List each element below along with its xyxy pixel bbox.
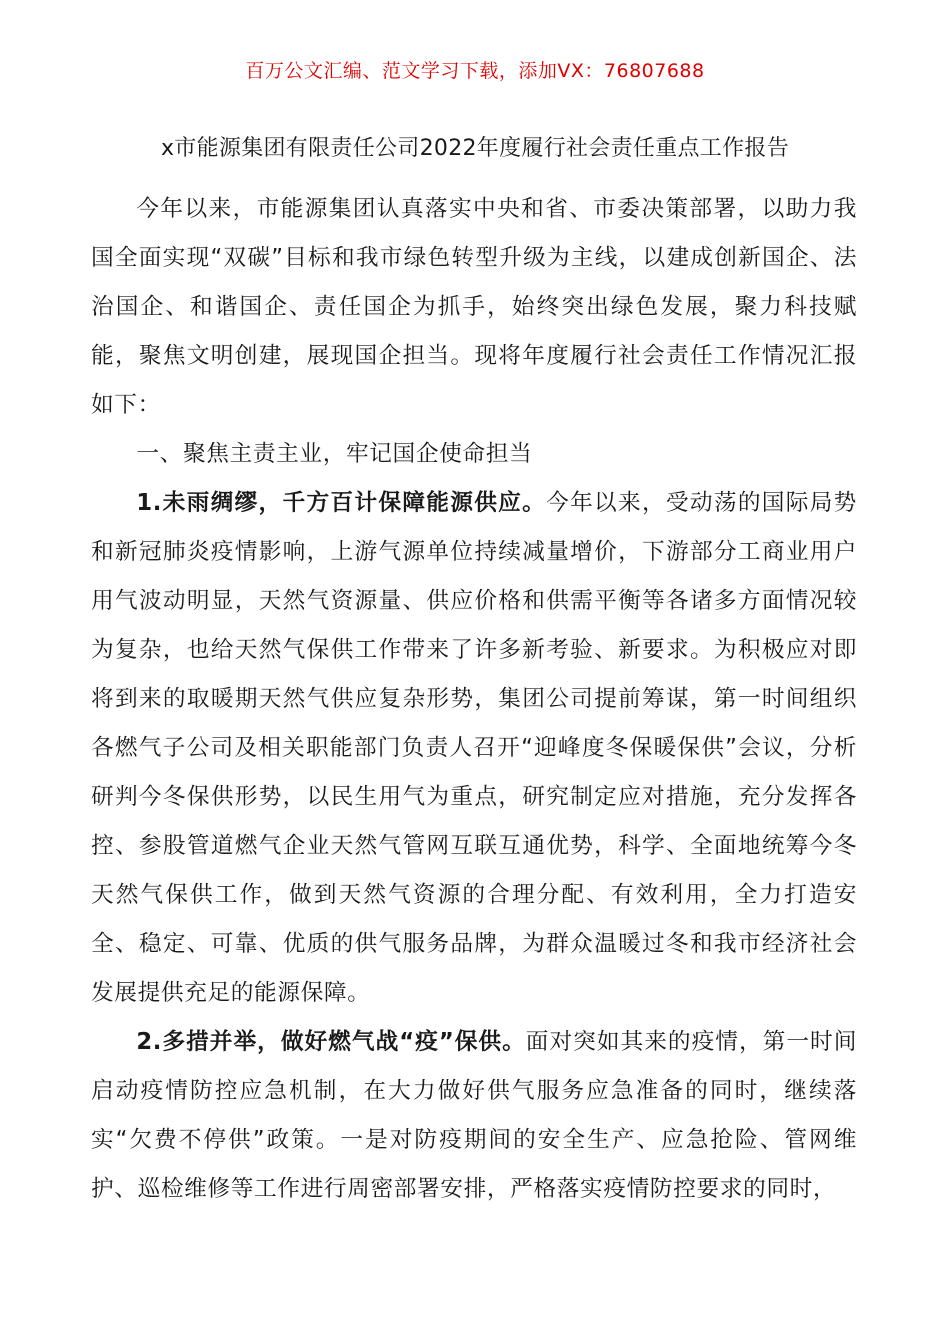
item-2-paragraph — [91, 1018, 857, 1214]
intro-paragraph: 今年以来，市能源集团认真落实中央和省、市委决策部署，以助力我国全面实现“双碳”目标和我市绿色转型升级为主线，以建成创新国企、法治国企、和谐国企、责任国企为抓手，始终突出绿色发展，聚力科技赋能，聚焦文明创建，展现国企担当。现将年度履行社会责任工作情况汇报如下： — [91, 196, 857, 418]
item-2-text: 面对突如其来的疫情，第一时间启动疫情防控应急机制，在大力做好供气服务应急准备的同时，继续落实“欠费不停供”政策。一是对防疫期间的安全生产、应急抢险、管网维护、巡检维修等工作进行周密部署安排，严格落实疫情防控要求的同时， — [91, 1029, 857, 1202]
document-body — [91, 185, 857, 1214]
document-title: x市能源集团有限责任公司2022年度履行社会责任重点工作报告 — [160, 136, 789, 161]
item-1-text: 今年以来，受动荡的国际局势和新冠肺炎疫情影响，上游气源单位持续减量增价，下游部分工商业用户用气波动明显，天然气资源量、供应价格和供需平衡等各诸多方面情况较为复杂，也给天然气保供工作带来了许多新考验、新要求。为积极应对即将到来的取暖期天然气供应复杂形势，集团公司提前筹谋，第一时间组织各燃气子公司及相关职能部门负责人召开“迎峰度冬保暖保供”会议，分析研判今冬保供形势，以民生用气为重点，研究制定应对措施，充分发挥各控、参股管道燃气企业天然气管网互联互通优势，科学、全面地统筹今冬天然气保供工作，做到天然气资源的合理分配、有效利用，全力打造安全、稳定、可靠、优质的供气服务品牌，为群众温暖过冬和我市经济社会发展提供充足的能源保障。 — [91, 490, 857, 1006]
item-2-heading: 2.多措并举，做好燃气战“疫”保供。 — [136, 1029, 526, 1055]
item-1-paragraph — [91, 479, 857, 1018]
section-heading-1: 一、聚焦主责主业，牢记国企使命担当 — [136, 441, 533, 467]
item-1-heading: 1.未雨绸缪，千方百计保障能源供应。 — [136, 490, 547, 516]
watermark-banner: 百万公文汇编、范文学习下载，添加VX：76807688 — [245, 60, 705, 82]
